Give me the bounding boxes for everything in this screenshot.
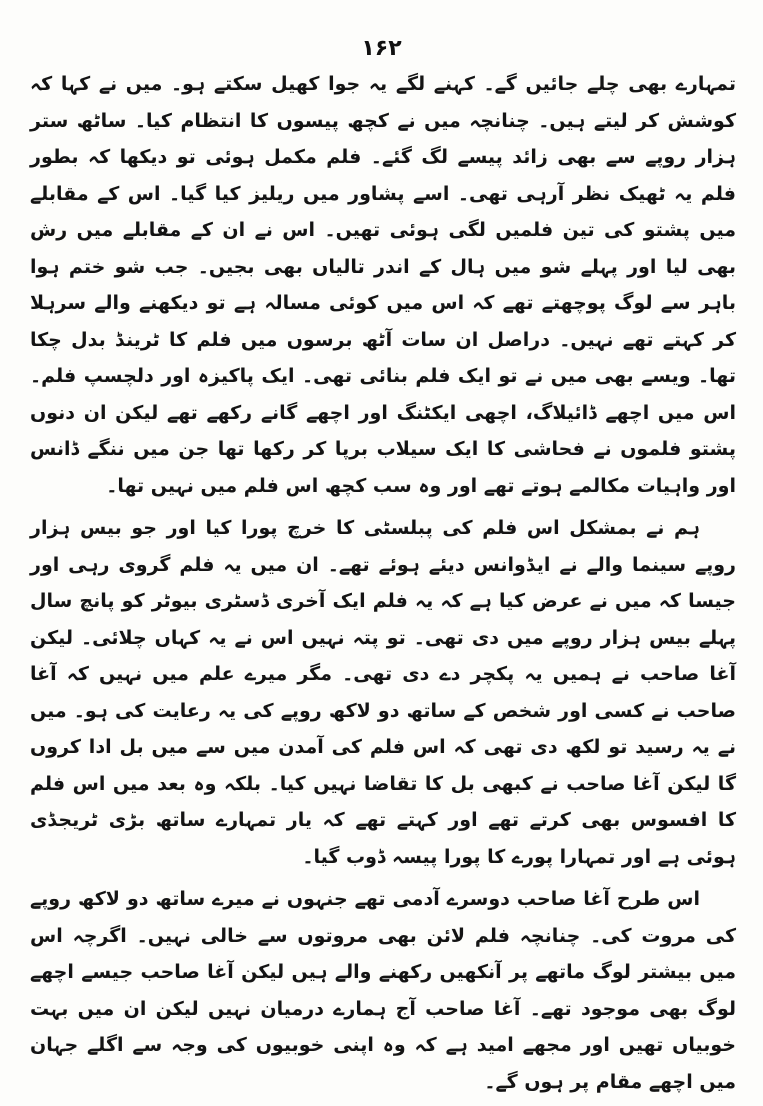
body-text	[30, 66, 736, 1106]
paragraph-2: ہم نے بمشکل اس فلم کی پبلسٹی کا خرچ پورا کیا اور جو بیس ہزار روپے سینما والے نے ایڈوانس دیئے ہوئے تھے۔ ان میں یہ فلم گروی رہی اور جیسا کہ میں نے عرض کیا ہے کہ یہ فلم ایک آخری ڈسٹری بیوٹر کو پانچ سال پہلے بیس ہزار روپے میں دی تھی۔ تو پتہ نہیں اس نے یہ کہاں چلائی۔ لیکن آغا صاحب نے ہمیں یہ پکچر دے دی تھی۔ مگر میرے علم میں نہیں کہ آغا صاحب نے کسی اور شخص کے ساتھ دو لاکھ روپے کی یہ رعایت کی ہو۔ میں نے یہ رسید تو لکھ دی تھی کہ اس فلم کی آمدن میں سے میں بل ادا کروں گا لیکن آغا صاحب نے کبھی بل کا تقاضا نہیں کیا۔ بلکہ وہ بعد میں اس فلم کا افسوس بھی کرتے تھے اور کہتے تھے کہ یار تمہارے ساتھ بڑی ٹریجڈی ہوئی ہے اور تمہارا پورے کا پورا پیسہ ڈوب گیا۔	[30, 517, 736, 868]
paragraph-3: اس طرح آغا صاحب دوسرے آدمی تھے جنہوں نے میرے ساتھ دو لاکھ روپے کی مروت کی۔ چنانچہ فلم لائن بھی مروتوں سے خالی نہیں۔ اگرچہ اس میں بیشتر لوگ ماتھے پر آنکھیں رکھنے والے ہیں لیکن آغا صاحب جیسے اچھے لوگ بھی موجود تھے۔ آغا صاحب آج ہمارے درمیان نہیں لیکن ان میں بہت خوبیاں تھیں اور مجھے امید ہے کہ وہ اپنی خوبیوں کی وجہ سے اگلے جہان میں اچھے مقام پر ہوں گے۔	[30, 888, 736, 1093]
page-number: ۱۶۲	[361, 36, 402, 61]
paragraph-1: تمہارے بھی چلے جائیں گے۔ کہنے لگے یہ جوا کھیل سکتے ہو۔ میں نے کہا کہ کوشش کر لیتے ہیں۔ چنانچہ میں نے کچھ پیسوں کا انتظام کیا۔ ساٹھ ستر ہزار روپے سے بھی زائد پیسے لگ گئے۔ فلم مکمل ہوئی تو دیکھا کہ بطور فلم یہ ٹھیک نظر آرہی تھی۔ اسے پشاور میں ریلیز کیا گیا۔ اس کے مقابلے میں پشتو کی تین فلمیں لگی ہوئی تھیں۔ اس نے ان کے مقابلے میں رش بھی لیا اور پہلے شو میں ہال کے اندر تالیاں بھی بجیں۔ جب شو ختم ہوا باہر سے لوگ پوچھتے تھے کہ اس میں کوئی مسالہ ہے تو دیکھنے والے سرہلا کر کہتے تھے نہیں۔ دراصل ان سات آٹھ برسوں میں فلم کا ٹرینڈ بدل چکا تھا۔ ویسے بھی میں نے تو ایک فلم بنائی تھی۔ ایک پاکیزہ اور دلچسپ فلم۔ اس میں اچھے ڈائیلاگ، اچھی ایکٹنگ اور اچھے گانے رکھے تھے لیکن ان دنوں پشتو فلموں نے فحاشی کا ایک سیلاب برپا کر رکھا تھا جن میں ننگے ڈانس اور واہیات مکالمے ہوتے تھے اور وہ سب کچھ اس فلم میں نہیں تھا۔	[30, 73, 736, 497]
